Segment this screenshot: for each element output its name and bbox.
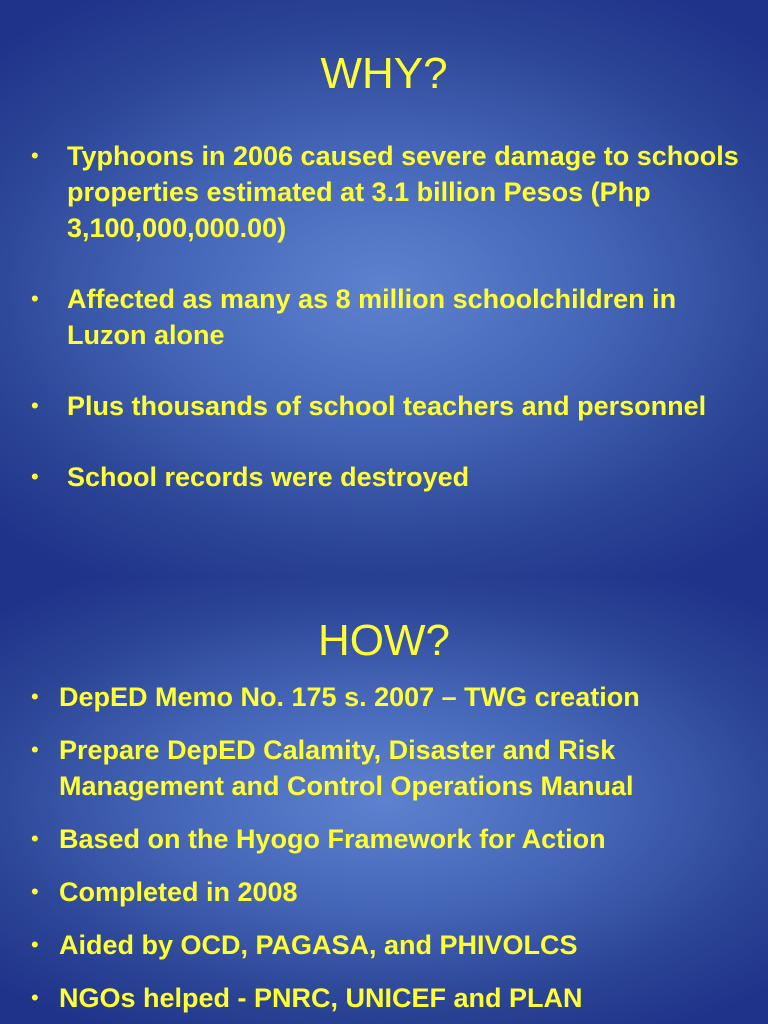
bullet-item bbox=[31, 732, 759, 804]
bullet-item bbox=[31, 980, 759, 1016]
bullet-text: Affected as many as 8 million schoolchildren in Luzon alone bbox=[67, 284, 677, 350]
bullet-item bbox=[31, 679, 759, 715]
bullet-item bbox=[31, 927, 759, 963]
bullet-item bbox=[31, 459, 757, 495]
bullet-dot-icon: • bbox=[31, 684, 39, 709]
bullet-dot-icon: • bbox=[31, 932, 39, 957]
bullet-text: Aided by OCD, PAGASA, and PHIVOLCS bbox=[59, 930, 578, 960]
bullet-text: Plus thousands of school teachers and personnel bbox=[67, 391, 707, 421]
bullet-dot-icon: • bbox=[31, 737, 39, 762]
slide-title: HOW? bbox=[318, 616, 450, 665]
bullet-text: Completed in 2008 bbox=[59, 877, 298, 907]
bullet-item bbox=[31, 138, 757, 246]
bullet-list bbox=[31, 138, 757, 530]
bullet-dot-icon: • bbox=[31, 464, 39, 489]
bullet-item bbox=[31, 874, 759, 910]
bullet-text: Based on the Hyogo Framework for Action bbox=[59, 824, 606, 854]
bullet-text: Typhoons in 2006 caused severe damage to schools properties estimated at 3.1 billion Pesos (Php 3,100,000,000.00) bbox=[67, 141, 739, 243]
bullet-dot-icon: • bbox=[31, 393, 39, 418]
bullet-dot-icon: • bbox=[31, 879, 39, 904]
bullet-text: NGOs helped - PNRC, UNICEF and PLAN bbox=[59, 983, 583, 1013]
bullet-dot-icon: • bbox=[31, 143, 39, 168]
bullet-item bbox=[31, 388, 757, 424]
slide-how bbox=[0, 577, 768, 1024]
bullet-text: Prepare DepED Calamity, Disaster and Risk Management and Control Operations Manual bbox=[59, 735, 634, 801]
bullet-item bbox=[31, 281, 757, 353]
bullet-text: DepED Memo No. 175 s. 2007 – TWG creation bbox=[59, 682, 640, 712]
bullet-dot-icon: • bbox=[31, 826, 39, 851]
slide-title: WHY? bbox=[320, 49, 448, 98]
bullet-item bbox=[31, 821, 759, 857]
bullet-text: School records were destroyed bbox=[67, 462, 470, 492]
bullet-dot-icon: • bbox=[31, 985, 39, 1010]
bullet-dot-icon: • bbox=[31, 286, 39, 311]
bullet-list bbox=[31, 679, 759, 1024]
